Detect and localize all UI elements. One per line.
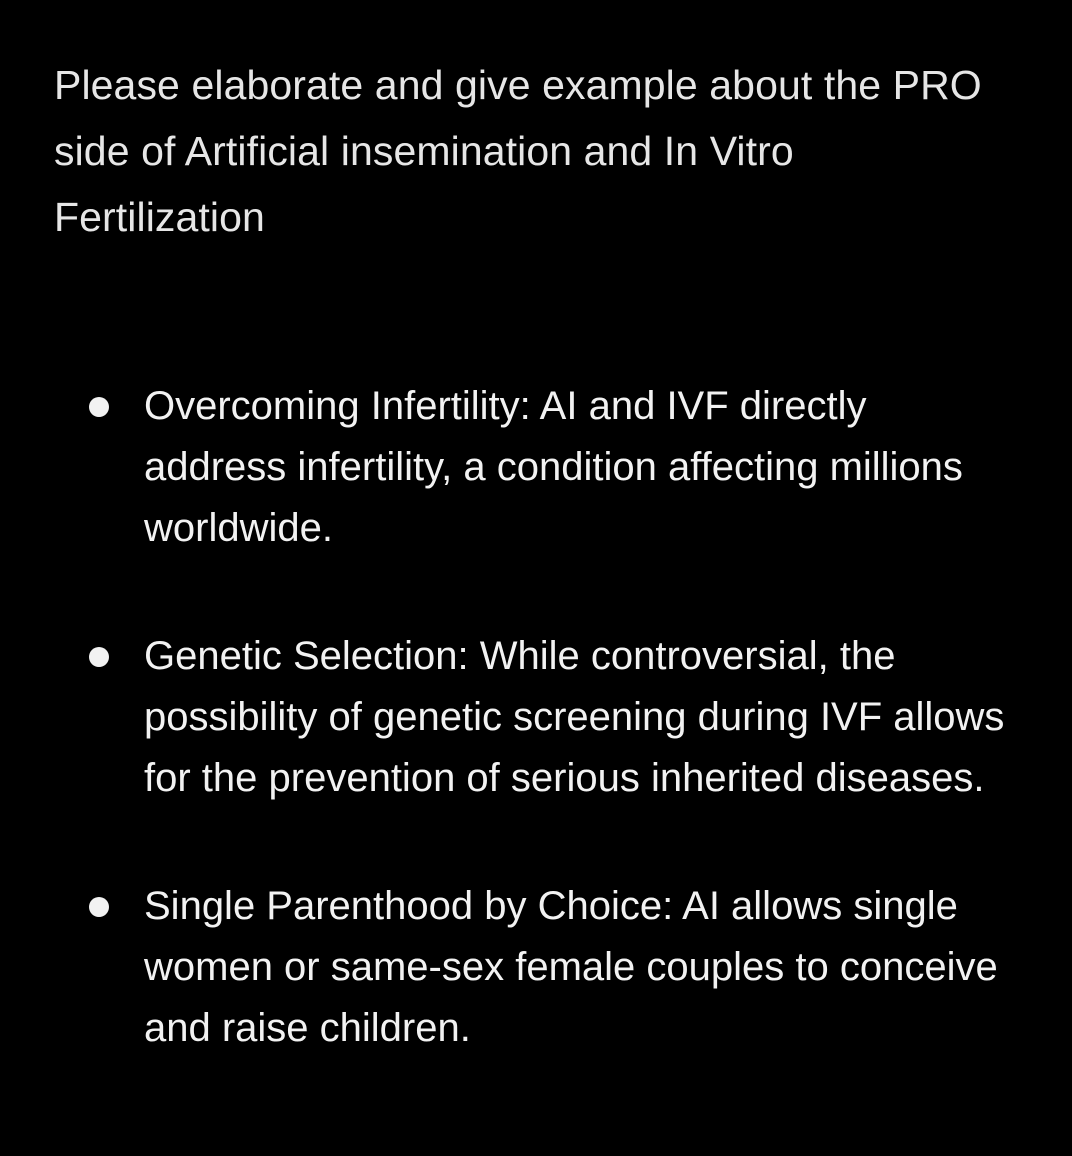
response-item-text: Single Parenthood by Choice: AI allows single women or same-sex female couples to conceive and raise children. [144,884,998,1050]
response-list-item [0,626,1072,809]
bullet-dot-icon [89,647,109,667]
response-bullet-list [0,376,1072,1126]
response-item-text: Overcoming Infertility: AI and IVF directly address infertility, a condition affecting millions worldwide. [144,384,963,550]
response-list-item [0,376,1072,559]
response-item-text: Genetic Selection: While controversial, the possibility of genetic screening during IVF allows for the prevention of serious inherited diseases. [144,634,1005,800]
bullet-dot-icon [89,397,109,417]
bullet-dot-icon [89,897,109,917]
response-list-item [0,876,1072,1059]
user-prompt-text: Please elaborate and give example about the PRO side of Artificial insemination and In Vitro Fertilization [54,62,982,240]
